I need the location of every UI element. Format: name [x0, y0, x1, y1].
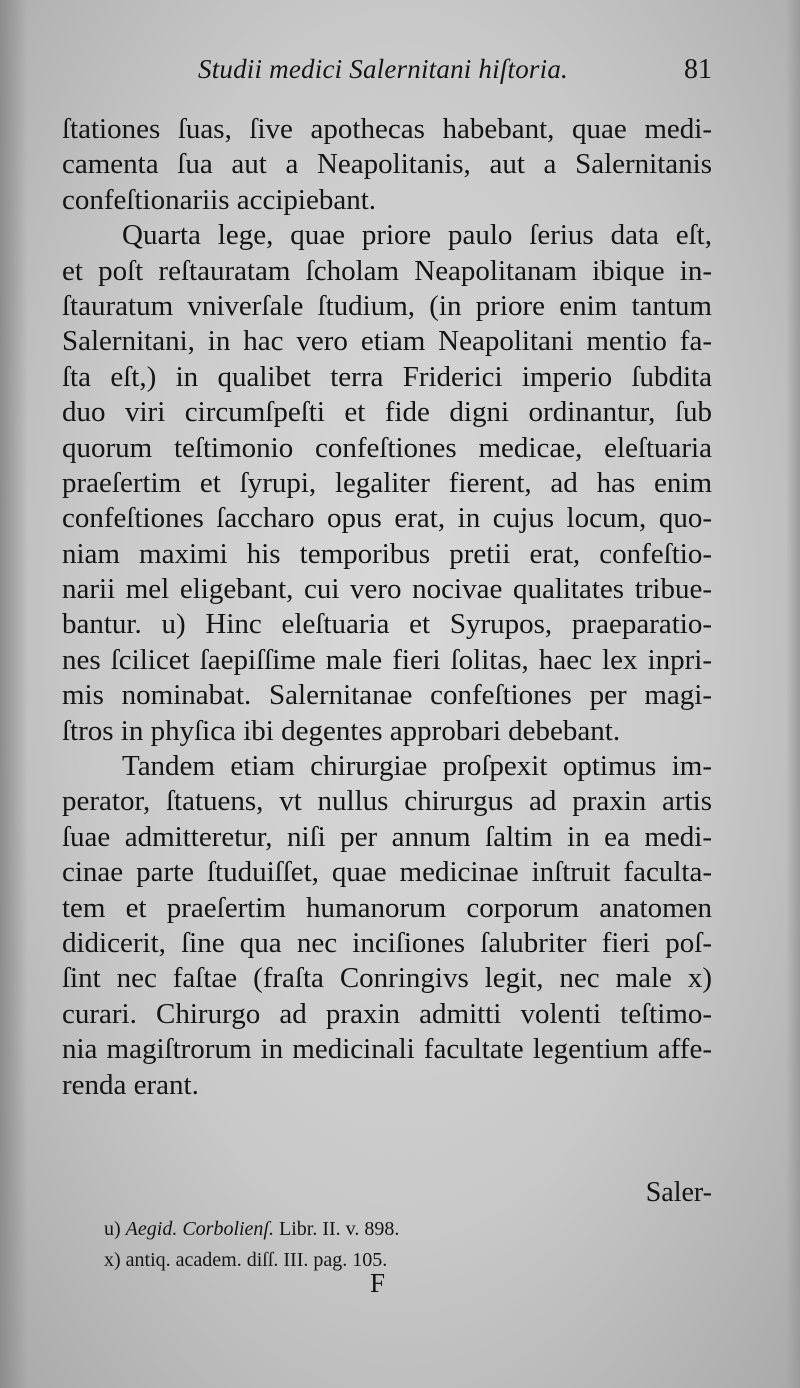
text-line: nes ſcilicet ſaepiſſime male fieri ſolitas, haec lex inpri- [62, 643, 712, 676]
text-line: ſint nec faſtae (fraſta Conringivs legit, nec male x) [62, 962, 712, 995]
text-line: camenta ſua aut a Neapolitanis, aut a Salernitanis [62, 148, 712, 181]
running-title: Studii medici Salernitani hiſtoria. [198, 54, 568, 84]
text-line: ſta eſt,) in qualibet terra Friderici imperio ſubdita [62, 360, 712, 393]
text-line: narii mel eligebant, cui vero nocivae qualitates tribue- [62, 573, 712, 606]
text-line: mis nominabat. Salernitanae confeſtiones per magi- [62, 679, 712, 712]
text-line: confeſtionariis accipiebant. [62, 183, 377, 216]
footnote-text: antiq. academ. diſſ. III. pag. 105. [125, 1249, 388, 1271]
footnote [104, 1214, 664, 1245]
text-line: ſuae admitteretur, niſi per annum ſaltim in ea medi- [62, 820, 712, 853]
text-line: perator, ſtatuens, vt nullus chirurgus ad praxin artis [62, 785, 712, 818]
footnote-mark: x) [104, 1249, 121, 1271]
text-line: niam maximi his temporibus pretii erat, confeſtio- [62, 537, 712, 570]
text-line: confeſtiones ſaccharo opus erat, in cujus locum, quo- [62, 502, 712, 535]
page-number: 81 [684, 54, 712, 85]
text-line: renda erant. [62, 1068, 199, 1101]
page-header [62, 48, 712, 92]
text-line: et poſt reſtauratam ſcholam Neapolitanam ibique in- [62, 254, 712, 287]
text-line: praeſertim et ſyrupi, legaliter fierent, ad has enim [62, 466, 712, 499]
text-line: Tandem etiam chirurgiae proſpexit optimus im- [122, 750, 712, 783]
text-line: nia magiſtrorum in medicinali facultate legentium affe- [62, 1033, 712, 1066]
footnote-mark: u) [104, 1218, 121, 1240]
text-line: Salernitani, in hac vero etiam Neapolitani mentio fa- [62, 325, 712, 358]
text-line: bantur. u) Hinc eleſtuaria et Syrupos, praeparatio- [62, 608, 712, 641]
footnote-text: Libr. II. v. 898. [279, 1218, 400, 1240]
text-line: tem et praeſertim humanorum corporum anatomen [62, 891, 712, 924]
text-line: didicerit, ſine qua nec inciſiones ſalubriter fieri poſ- [62, 926, 712, 959]
text-line: cinae parte ſtuduiſſet, quae medicinae inſtruit faculta- [62, 856, 712, 889]
footnote-source: Aegid. Corbolienſ. [125, 1218, 274, 1240]
footnotes [104, 1214, 664, 1276]
catchword: Saler- [645, 1177, 712, 1208]
text-line: ſtros in phyſica ibi degentes approbari debebant. [62, 714, 621, 747]
text-line: Quarta lege, quae priore paulo ſerius data eſt, [122, 219, 712, 252]
text-line: ſtauratum vniverſale ſtudium, (in priore enim tantum [62, 289, 712, 322]
signature-mark: F [370, 1268, 386, 1298]
text-line: curari. Chirurgo ad praxin admitti volenti teſtimo- [62, 997, 712, 1030]
body-text [62, 112, 712, 1103]
text-line: ſtationes ſuas, ſive apothecas habebant, quae medi- [62, 113, 712, 145]
text-line: quorum teſtimonio confeſtiones medicae, eleſtuaria [62, 431, 712, 464]
text-line: duo viri circumſpeſti et fide digni ordinantur, ſub [62, 396, 712, 429]
